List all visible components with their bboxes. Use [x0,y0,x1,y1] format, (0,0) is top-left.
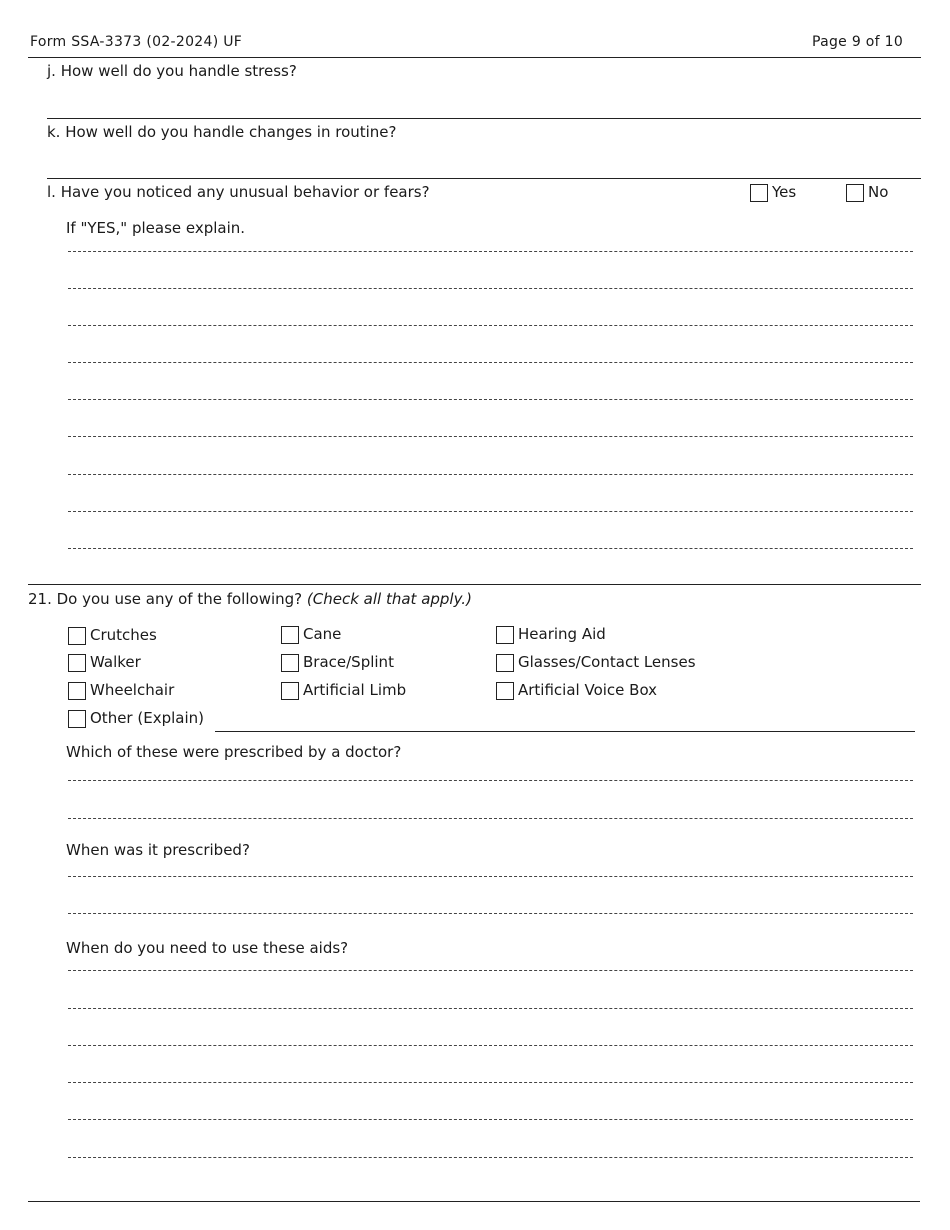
form-id: Form SSA-3373 (02-2024) UF [30,34,243,50]
explain-line[interactable] [68,436,913,437]
prescribed-question: Which of these were prescribed by a doctor? [66,743,402,761]
question-l-yes-checkbox[interactable] [750,184,768,202]
artificial-limb-label: Artificial Limb [303,681,407,699]
other-label: Other (Explain) [90,709,204,727]
artificial-limb-checkbox[interactable] [281,682,299,700]
footer-rule [28,1201,920,1202]
question-j-label: j. How well do you handle stress? [47,62,297,80]
crutches-checkbox[interactable] [68,627,86,645]
hearing-aid-checkbox[interactable] [496,626,514,644]
prescribed-answer-line[interactable] [68,818,913,819]
question-l-no-checkbox[interactable] [846,184,864,202]
question-l-no-label: No [868,183,889,201]
question-21-text: 21. Do you use any of the following? [28,590,303,608]
when-prescribed-question: When was it prescribed? [66,841,250,859]
explain-line[interactable] [68,511,913,512]
need-aids-answer-line[interactable] [68,1119,913,1120]
question-k-label: k. How well do you handle changes in routine? [47,123,397,141]
explain-line[interactable] [68,251,913,252]
voice-box-label: Artificial Voice Box [518,681,658,699]
wheelchair-label: Wheelchair [90,681,175,699]
explain-line[interactable] [68,325,913,326]
explain-line[interactable] [68,362,913,363]
need-aids-answer-line[interactable] [68,1045,913,1046]
explain-line[interactable] [68,548,913,549]
other-explain-line[interactable] [215,731,915,732]
crutches-label: Crutches [90,626,157,644]
cane-label: Cane [303,625,342,643]
explain-line[interactable] [68,474,913,475]
header-rule [28,57,921,58]
when-prescribed-answer-line[interactable] [68,913,913,914]
voice-box-checkbox[interactable] [496,682,514,700]
walker-checkbox[interactable] [68,654,86,672]
question-l-explain-label: If "YES," please explain. [66,219,246,237]
other-checkbox[interactable] [68,710,86,728]
question-k-answer-line[interactable] [47,178,921,179]
page-number: Page 9 of 10 [812,34,904,50]
brace-splint-checkbox[interactable] [281,654,299,672]
question-21-hint: (Check all that apply.) [306,590,472,608]
question-j-answer-line[interactable] [47,118,921,119]
section-divider [28,584,921,585]
need-aids-answer-line[interactable] [68,1082,913,1083]
wheelchair-checkbox[interactable] [68,682,86,700]
glasses-checkbox[interactable] [496,654,514,672]
question-21-label [28,590,472,608]
cane-checkbox[interactable] [281,626,299,644]
question-l-yes-label: Yes [772,183,797,201]
need-aids-answer-line[interactable] [68,1157,913,1158]
explain-line[interactable] [68,399,913,400]
need-aids-answer-line[interactable] [68,1008,913,1009]
need-aids-answer-line[interactable] [68,970,913,971]
walker-label: Walker [90,653,141,671]
glasses-label: Glasses/Contact Lenses [518,653,696,671]
explain-line[interactable] [68,288,913,289]
prescribed-answer-line[interactable] [68,780,913,781]
question-l-label: l. Have you noticed any unusual behavior or fears? [47,183,430,201]
need-aids-question: When do you need to use these aids? [66,939,349,957]
hearing-aid-label: Hearing Aid [518,625,606,643]
when-prescribed-answer-line[interactable] [68,876,913,877]
brace-splint-label: Brace/Splint [303,653,394,671]
